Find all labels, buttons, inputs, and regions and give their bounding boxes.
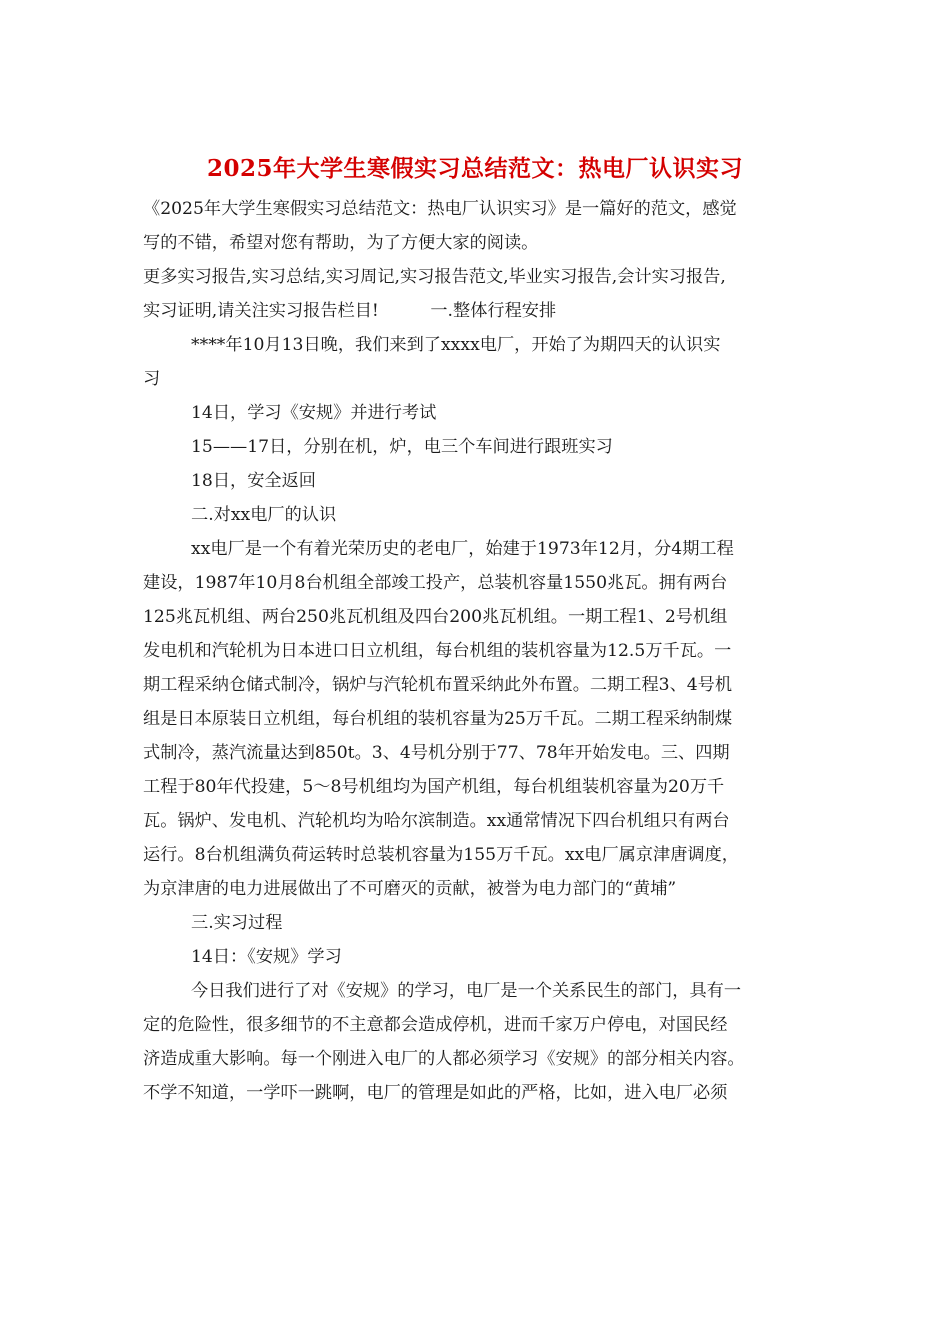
body-line: ****年10月13日晚，我们来到了xxxx电厂，开始了为期四天的认识实 <box>191 335 721 355</box>
body-line: 实习证明,请关注实习报告栏目! 一.整体行程安排 <box>143 301 557 321</box>
body-line: 为京津唐的电力进展做出了不可磨灭的贡献，被誉为电力部门的“黄埔” <box>143 879 677 899</box>
body-line: 运行。8台机组满负荷运转时总装机容量为155万千瓦。xx电厂属京津唐调度， <box>143 845 739 865</box>
document-title: 2025年大学生寒假实习总结范文：热电厂认识实习 <box>206 155 743 182</box>
body-line: 瓦。锅炉、发电机、汽轮机均为哈尔滨制造。xx通常情况下四台机组只有两台 <box>143 811 730 831</box>
body-line: 工程于80年代投建，5～8号机组均为国产机组，每台机组装机容量为20万千 <box>143 777 725 797</box>
body-line: 二.对xx电厂的认识 <box>191 505 337 525</box>
body-line: 不学不知道，一学吓一跳啊，电厂的管理是如此的严格，比如，进入电厂必须 <box>143 1083 728 1103</box>
body-line: 期工程采纳仓储式制冷，锅炉与汽轮机布置采纳此外布置。二期工程3、4号机 <box>143 675 733 695</box>
body-line: 组是日本原装日立机组，每台机组的装机容量为25万千瓦。二期工程采纳制煤 <box>143 709 733 729</box>
body-line: 建设，1987年10月8台机组全部竣工投产，总装机容量1550兆瓦。拥有两台 <box>143 573 728 593</box>
body-line: xx电厂是一个有着光荣历史的老电厂，始建于1973年12月，分4期工程 <box>191 539 734 559</box>
body-line: 14日：《安规》学习 <box>191 947 342 967</box>
body-line: 济造成重大影响。每一个刚进入电厂的人都必须学习《安规》的部分相关内容。 <box>143 1049 745 1069</box>
body-line: 《2025年大学生寒假实习总结范文：热电厂认识实习》是一篇好的范文，感觉 <box>143 199 737 219</box>
body-line: 写的不错，希望对您有帮助，为了方便大家的阅读。 <box>143 233 539 253</box>
body-line: 发电机和汽轮机为日本进口日立机组，每台机组的装机容量为12.5万千瓦。一 <box>143 641 732 661</box>
body-line: 式制冷，蒸汽流量达到850t。3、4号机分别于77、78年开始发电。三、四期 <box>143 743 730 763</box>
body-line: 125兆瓦机组、两台250兆瓦机组及四台200兆瓦机组。一期工程1、2号机组 <box>143 607 728 627</box>
body-line: 15——17日，分别在机，炉，电三个车间进行跟班实习 <box>191 437 613 457</box>
body-line: 18日，安全返回 <box>191 471 316 491</box>
body-line: 今日我们进行了对《安规》的学习，电厂是一个关系民生的部门，具有一 <box>191 981 742 1001</box>
body-line: 更多实习报告,实习总结,实习周记,实习报告范文,毕业实习报告,会计实习报告, <box>143 267 726 287</box>
body-line: 习 <box>143 369 161 389</box>
body-line: 三.实习过程 <box>191 913 283 933</box>
body-line: 14日，学习《安规》并进行考试 <box>191 403 437 423</box>
body-line: 定的危险性，很多细节的不主意都会造成停机，进而千家万户停电，对国民经 <box>143 1015 728 1035</box>
